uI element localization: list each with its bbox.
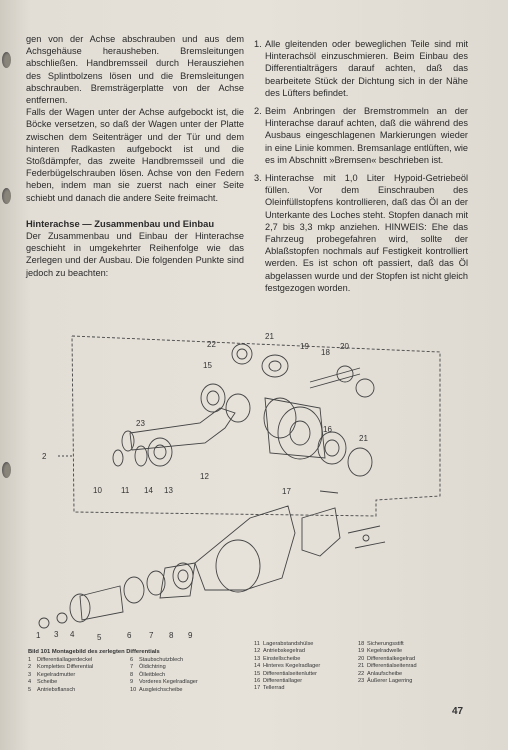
caption-row [130,664,198,671]
part-name: Komplettes Differential [37,664,94,671]
caption-row [254,648,320,655]
part-name: Anlaufscheibe [367,670,403,677]
callout-16: 16 [323,425,332,434]
part-number: 21 [358,663,365,670]
caption-column [130,657,198,694]
part-number: 3 [28,671,32,678]
list-item [254,105,468,166]
caption-row [130,672,198,679]
paragraph: gen von der Achse abschrauben und aus dem Achsgehäuse herausheben. Bremsleitungen abschließen. Handbremsseil durch Herausziehen des Splintbolzens lösen und die Bremsleitungen abschrauben. Bremsträgerplatte von der Achse entfernen. [26,34,244,106]
section-heading: Hinterachse — Zusammenbau und Einbau [26,217,215,229]
callout-8: 8 [169,631,174,640]
caption-title: Bild 101 Montagebild des zerlegten Differentials [28,649,160,655]
part-number: 11 [254,641,260,647]
caption-column [254,641,320,693]
part-name: Antriebsflansch [37,686,76,693]
part-number: 13 [254,655,261,662]
callout-22: 22 [207,340,216,349]
part-number: 6 [130,657,134,663]
callout-21: 21 [265,332,274,341]
part-number: 1 [28,657,32,663]
caption-row [254,663,320,670]
part-name: Lagerabstandshülse [263,641,314,647]
item-text: Alle gleitenden oder beweglichen Teile sind mit Hinterachsöl einzuschmieren. Beim Einbau des Differentialträgers darauf achten, daß das bearbeitete Stück der Dichtung sich in der Nähe des Lüfters befindet. [265,39,468,98]
list-item [254,172,468,294]
part-number: 10 [130,686,137,693]
caption-row [130,687,198,694]
part-name: Einstellscheibe [263,655,301,662]
part-name: Staubschutzblech [139,657,184,663]
exploded-differential-figure [20,328,470,650]
callout-10: 10 [93,486,102,495]
part-number: 22 [358,670,365,677]
part-name: Hinteres Kegelradlager [263,663,321,670]
callout-7: 7 [149,631,154,640]
caption-row [28,679,93,686]
part-number: 23 [358,678,365,685]
callout-13: 13 [164,486,173,495]
left-column [26,33,244,279]
part-number: 14 [254,663,261,670]
callout-17: 17 [282,487,291,496]
caption-row [254,678,320,685]
part-number: 19 [358,648,365,655]
callout-3: 3 [54,630,59,639]
callout-20: 20 [340,342,349,351]
part-number: 17 [254,685,261,692]
list-item [254,38,468,99]
caption-row [254,671,320,678]
part-number: 5 [28,686,32,693]
callout-21b: 21 [359,434,368,443]
callout-6: 6 [127,631,132,640]
caption-column [28,657,93,694]
item-number: 3. [254,173,262,184]
caption-row [358,656,417,663]
callout-23: 23 [136,419,145,428]
part-name: Scheibe [37,679,58,686]
item-text: Hinterachse mit 1,0 Liter Hypoid-Getriebeöl füllen. Vor dem Einschrauben des Oleinfüllstopfens kontrollieren, daß das Öl an der Unterkante des Loches steht. Stopfen danach mit 2,7 bis 3,3 mkp anziehen. HINWEIS: Ehe das Fahrzeug probegefahren wird, sollte der Ablaßstopfen nochmals auf Festigkeit kontrolliert werden. Es ist schon oft passiert, daß das Öl abgelassen wurde und der Stopfen ist nicht gleich festgezogen worden. [265,173,468,293]
part-name: Ölleitblech [139,671,166,678]
part-name: Differentialseitenlutter [263,670,317,677]
caption-row [130,679,198,686]
part-name: Differentialkegelrad [367,655,416,662]
paragraph: Der Zusammenbau und Einbau der Hinterachse geschieht in umgekehrter Reihenfolge wie das Zerlegen und der Ausbau. Die folgenden Punkte sind jedoch zu beachten: [26,231,244,278]
part-name: Vorderes Kegelradlager [139,679,198,686]
part-number: 2 [28,664,32,671]
caption-column [358,641,417,685]
punch-hole [2,462,11,478]
callout-18: 18 [321,348,330,357]
callout-9: 9 [188,631,193,640]
caption-row [254,641,320,648]
caption-row [358,641,417,648]
callout-1: 1 [36,631,41,640]
part-name: Differentiallager [263,678,303,685]
part-number: 4 [28,679,32,686]
part-number: 9 [130,679,134,686]
part-number: 12 [254,648,261,655]
page-number: 47 [452,706,464,717]
part-name: Differentiallagerdeckel [37,657,93,663]
part-name: Äußerer Lagerring [367,678,413,685]
part-name: Tellerrad [263,685,285,692]
part-number: 16 [254,678,261,685]
caption-row [358,678,417,685]
part-number: 20 [358,655,365,662]
figure-caption [28,641,468,693]
callout-11: 11 [121,486,130,495]
part-name: Öldichtring [139,664,166,671]
caption-row [358,648,417,655]
paragraph: Falls der Wagen unter der Achse aufgebockt ist, die Böcke versetzen, so daß der Wagen unter der Platte zwischen dem Seitenträger und der Tür und dem hinteren Radkasten aufgebockt ist und die Stoßdämpfer, das zweite Handbremsseil und die Federbügelschrauben lösen. Achse von den Federn heben, indem man sie zuerst nach einer Seite schiebt und danach die andere Seite freimacht. [26,107,244,203]
part-name: Antriebskegelrad [263,648,305,655]
caption-row [28,657,93,664]
item-text: Beim Anbringen der Bremstrommeln an der Hinterachse darauf achten, daß die während des Ausbaus eingeschlagenen Markierungen wieder in eine Linie kommen. Bremsanlage entlüften, wie es im Abschnitt »Bremsen« beschrieben ist. [265,106,468,165]
caption-row [28,664,93,671]
callout-14: 14 [144,486,153,495]
caption-row [358,663,417,670]
part-name: Sicherungsstift [367,641,404,647]
item-number: 2. [254,106,262,117]
instruction-list [254,38,468,294]
callout-12: 12 [200,472,209,481]
part-name: Kegelradwelle [367,648,403,655]
callout-19: 19 [300,342,309,351]
right-column [254,38,468,300]
punch-hole [2,52,11,68]
callout-2: 2 [42,452,47,461]
part-number: 8 [130,671,134,678]
caption-row [254,656,320,663]
item-number: 1. [254,39,262,49]
differential-drawing [20,328,470,650]
part-number: 15 [254,670,261,677]
part-name: Differentialseitenrad [367,663,417,670]
callout-4: 4 [70,630,75,639]
callout-5: 5 [97,633,102,642]
caption-row [28,687,93,694]
caption-row [28,672,93,679]
punch-hole [2,188,11,204]
part-number: 18 [358,641,365,647]
caption-row [358,671,417,678]
part-name: Ausgleichscheibe [139,686,183,693]
part-number: 7 [130,664,134,671]
caption-row [254,685,320,692]
part-name: Kegelradmutter [37,671,76,678]
callout-15: 15 [203,361,212,370]
